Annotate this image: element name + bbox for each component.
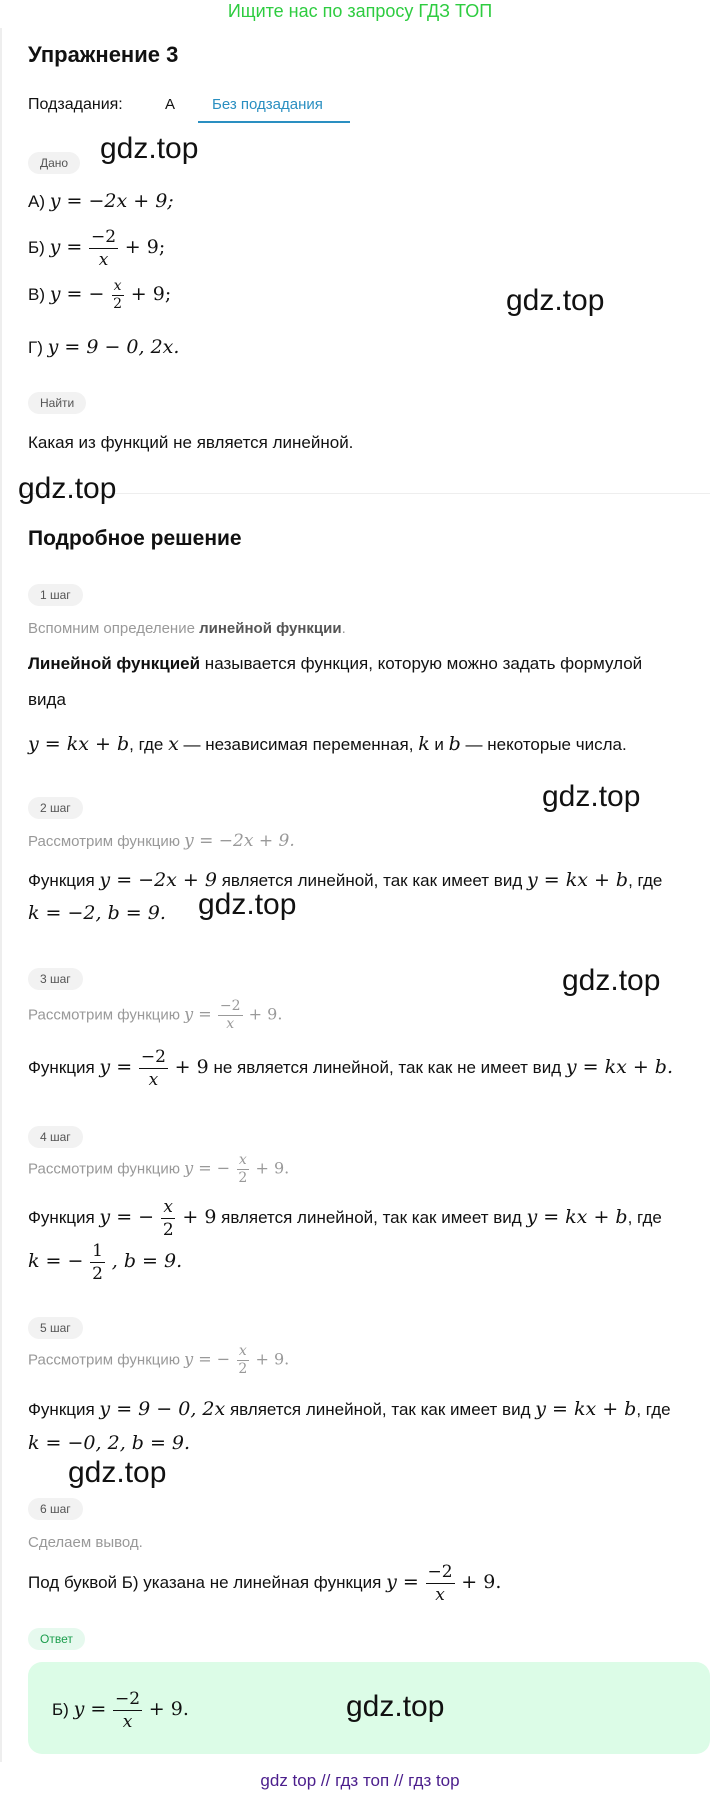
step-5-end: , где [636,1400,671,1419]
step-1-text6: — некоторые числа. [460,735,627,754]
step-2-expr: y = −2x + 9 [99,869,217,891]
step-4-k-num: 1 [92,1241,103,1261]
given-d-prefix: Г) [28,338,43,357]
given-line-b [28,226,165,271]
step-4-intro-num: x [238,1152,247,1168]
step-1-text5: и [429,735,449,754]
step-1-chip: 1 шаг [28,584,83,606]
step-6-chip: 6 шаг [28,1498,83,1520]
step-3-fraction [139,1046,168,1091]
find-chip: Найти [28,392,86,414]
step-4-kb [28,1240,182,1285]
step-3-pre: Функция [28,1057,100,1077]
find-text: Какая из функций не является линейной. [28,433,354,452]
step-5-intro [28,1343,289,1378]
step-1-intro-end: . [341,620,346,637]
step-5-pre: Функция [28,1400,100,1419]
step-5-intro-lhs: y = − [184,1349,231,1369]
step-5-expr: y = 9 − 0, 2x [99,1398,226,1420]
step-2-pre: Функция [28,871,100,890]
answer-num: −2 [115,1689,141,1709]
step-3-form: y = kx + b. [565,1055,674,1078]
step-1-formula: y = kx + b [28,733,130,755]
answer-den: x [122,1712,133,1732]
step-5-form: y = kx + b [535,1398,637,1420]
solution-title: Подробное решение [28,527,242,550]
step-2-intro [28,830,295,853]
watermark: gdz.top [198,888,297,921]
exercise-title: Упражнение 3 [28,42,179,67]
answer-fraction [113,1688,142,1733]
step-2-kb [28,902,166,925]
answer-prefix: Б) [52,1699,69,1719]
given-c-num: x [113,278,122,294]
step-5-kb-values: k = −0, 2, b = 9. [28,1432,191,1454]
step-1-var-x: x [168,733,179,755]
step-1-formula-line [28,733,627,756]
answer-line [52,1688,189,1733]
step-5-kb [28,1432,190,1455]
step-1-definition [28,653,642,675]
active-tab-indicator [198,121,350,123]
step-6-den: x [435,1585,445,1605]
step-3-intro-num: −2 [219,998,241,1014]
step-4-intro-rest: + 9. [255,1158,290,1178]
step-1-intro-text: Вспомним определение [28,620,200,637]
step-4-mid: является линейной, так как имеет вид [216,1207,527,1227]
step-1-text4: — независимая переменная, [178,735,419,754]
step-5-intro-fraction [236,1343,249,1378]
given-b-lhs: y = [49,235,83,258]
step-4-chip: 4 шаг [28,1126,83,1148]
step-3-chip: 3 шаг [28,968,83,990]
step-3-lhs: y = [99,1055,133,1078]
given-c-fraction [111,278,124,313]
given-d-expr: y = 9 − 0, 2x. [47,336,180,358]
step-1-text3: , где [129,735,169,754]
given-line-c [28,278,171,313]
step-4-num: x [163,1197,174,1217]
step-5-chip: 5 шаг [28,1317,83,1339]
given-c-den: 2 [113,296,123,312]
step-4-den: 2 [162,1220,174,1240]
footer-links[interactable]: gdz top // гдз топ // гдз top [260,1771,460,1790]
step-4-rest: + 9 [182,1205,217,1228]
given-line-d [28,336,179,359]
step-6-num: −2 [427,1562,453,1582]
section-divider [20,493,710,494]
step-6-fraction [426,1561,455,1606]
step-4-k-rest: , b = 9. [111,1249,183,1272]
step-3-conclusion [28,1046,673,1091]
step-1-var-k: k [418,733,430,755]
step-4-form: y = kx + b [526,1205,628,1228]
step-1-definition-cont: вида [28,690,66,709]
step-4-intro-fraction [236,1152,249,1187]
step-4-intro-text: Рассмотрим функцию [28,1160,185,1178]
answer-lhs: y = [73,1697,107,1720]
given-c-lhs: y = − [49,282,105,305]
step-6-intro: Сделаем вывод. [28,1534,143,1551]
step-5-intro-den: 2 [238,1361,248,1377]
step-4-k-lhs: k = − [28,1249,84,1272]
step-3-intro-lhs: y = [184,1004,212,1024]
step-2-mid: является линейной, так как имеет вид [216,871,527,890]
step-3-intro-den: x [226,1016,235,1032]
watermark: gdz.top [506,284,605,317]
step-1-var-b: b [448,733,461,755]
step-1-text: называется функция, которую можно задать формулой [200,654,643,673]
step-6-pre: Под буквой Б) указана не линейная функция [28,1572,387,1592]
given-line-a [28,190,174,213]
watermark: gdz.top [100,132,199,165]
given-b-num: −2 [91,227,117,247]
step-3-intro-rest: + 9. [248,1004,283,1024]
given-b-den: x [98,250,109,270]
given-a-expr: y = −2x + 9; [49,190,174,212]
step-4-pre: Функция [28,1207,100,1227]
step-5-intro-rest: + 9. [255,1349,290,1369]
given-b-fraction [89,226,118,271]
answer-chip: Ответ [28,1628,85,1650]
step-2-end: , где [628,871,663,890]
watermark: gdz.top [346,1690,445,1723]
step-6-rest: + 9. [461,1570,502,1593]
step-3-den: x [148,1070,159,1090]
given-b-prefix: Б) [28,237,45,257]
watermark: gdz.top [18,472,117,505]
step-3-intro-fraction [218,998,243,1033]
step-4-k-den: 2 [92,1264,103,1284]
step-2-kb-values: k = −2, b = 9. [28,902,166,924]
step-4-conclusion [28,1196,662,1241]
given-a-prefix: А) [28,192,45,211]
step-5-intro-num: x [238,1343,247,1359]
step-2-form: y = kx + b [526,869,629,891]
search-banner: Ищите нас по запросу ГДЗ ТОП [227,1,493,21]
step-4-intro-lhs: y = − [184,1158,231,1178]
step-1-bold-term: Линейной функцией [28,654,201,673]
step-4-fraction [161,1196,176,1241]
watermark: gdz.top [542,780,641,813]
watermark: gdz.top [562,964,661,997]
step-1-intro-bold: линейной функции [199,620,342,637]
answer-rest: + 9. [148,1697,189,1720]
step-6-lhs: y = [386,1570,419,1593]
watermark: gdz.top [68,1456,167,1489]
step-4-lhs: y = − [99,1205,155,1228]
step-3-mid: не является линейной, так как не имеет вид [208,1057,566,1077]
step-4-intro [28,1152,289,1187]
step-2-intro-text: Рассмотрим функцию [28,833,185,850]
step-5-intro-text: Рассмотрим функцию [28,1351,185,1369]
step-4-end: , где [627,1207,662,1227]
step-2-conclusion [28,869,662,892]
subtask-tab-none[interactable]: Без подзадания [212,96,323,113]
subtasks-label: Подзадания: [28,96,123,113]
step-4-k-fraction [90,1240,105,1285]
step-3-intro [28,998,282,1033]
given-c-prefix: В) [28,284,45,304]
given-chip: Дано [28,152,80,174]
given-b-rest: + 9; [124,235,166,258]
step-4-intro-den: 2 [238,1170,248,1186]
step-1-intro [28,618,346,640]
step-6-conclusion [28,1561,501,1606]
step-3-intro-text: Рассмотрим функцию [28,1006,185,1024]
step-5-mid: является линейной, так как имеет вид [225,1400,536,1419]
step-3-rest: + 9 [174,1055,209,1078]
given-c-rest: + 9; [130,282,172,305]
subtask-tab-a[interactable]: А [165,96,176,113]
step-2-intro-math: y = −2x + 9. [184,831,295,851]
step-5-conclusion [28,1398,671,1421]
step-2-chip: 2 шаг [28,797,83,819]
step-3-num: −2 [140,1047,166,1067]
